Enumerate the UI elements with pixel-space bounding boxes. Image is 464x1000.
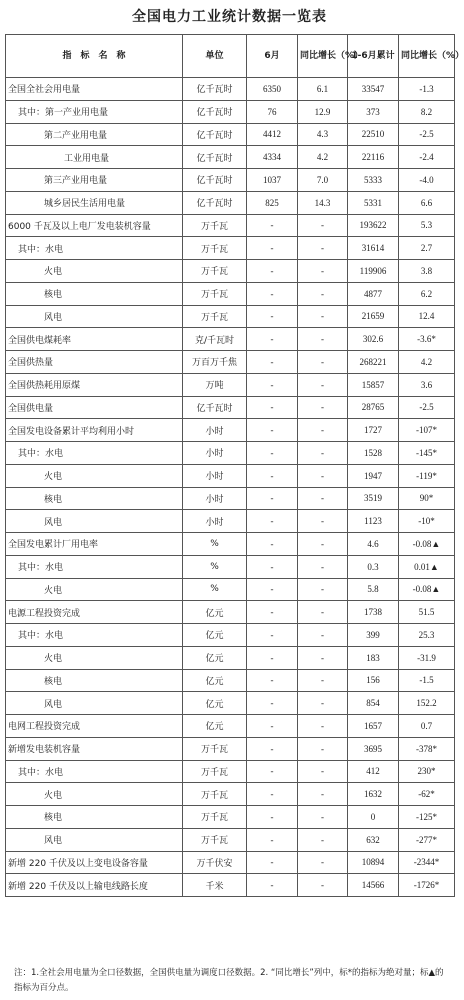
row-june-yoy: - bbox=[298, 533, 348, 556]
row-unit: 小时 bbox=[183, 419, 247, 442]
row-cumulative-value: 193622 bbox=[348, 214, 399, 237]
header-june: 6月 bbox=[247, 35, 298, 78]
row-june-value: - bbox=[247, 464, 298, 487]
row-june-yoy: - bbox=[298, 828, 348, 851]
table-row bbox=[6, 396, 455, 419]
row-unit: 万千瓦 bbox=[183, 260, 247, 283]
row-june-value: - bbox=[247, 282, 298, 305]
row-cumulative-yoy: -1.5 bbox=[399, 669, 455, 692]
row-june-yoy: - bbox=[298, 260, 348, 283]
table-row bbox=[6, 646, 455, 669]
row-cumulative-yoy: -31.9 bbox=[399, 646, 455, 669]
row-june-value: - bbox=[247, 737, 298, 760]
row-cumulative-value: 5.8 bbox=[348, 578, 399, 601]
row-name: 核电 bbox=[6, 669, 183, 692]
row-june-value: - bbox=[247, 533, 298, 556]
row-june-yoy: 6.1 bbox=[298, 78, 348, 101]
row-cumulative-value: 1657 bbox=[348, 715, 399, 738]
row-cumulative-yoy: -2.5 bbox=[399, 123, 455, 146]
row-cumulative-value: 183 bbox=[348, 646, 399, 669]
table-row bbox=[6, 715, 455, 738]
row-unit: 亿元 bbox=[183, 715, 247, 738]
row-cumulative-yoy: 230* bbox=[399, 760, 455, 783]
table-row bbox=[6, 191, 455, 214]
row-june-value: - bbox=[247, 419, 298, 442]
row-unit: 亿元 bbox=[183, 692, 247, 715]
row-cumulative-value: 33547 bbox=[348, 78, 399, 101]
table-row bbox=[6, 123, 455, 146]
row-unit: 亿千瓦时 bbox=[183, 146, 247, 169]
row-june-yoy: - bbox=[298, 624, 348, 647]
row-cumulative-yoy: 2.7 bbox=[399, 237, 455, 260]
table-row bbox=[6, 669, 455, 692]
row-june-yoy: - bbox=[298, 464, 348, 487]
row-cumulative-yoy: -3.6* bbox=[399, 328, 455, 351]
row-june-yoy: - bbox=[298, 760, 348, 783]
table-header-row bbox=[6, 35, 455, 78]
row-cumulative-value: 28765 bbox=[348, 396, 399, 419]
row-name: 电网工程投资完成 bbox=[6, 715, 183, 738]
row-cumulative-yoy: 51.5 bbox=[399, 601, 455, 624]
row-june-value: - bbox=[247, 442, 298, 465]
row-cumulative-value: 302.6 bbox=[348, 328, 399, 351]
table-row bbox=[6, 624, 455, 647]
row-cumulative-yoy: -2.4 bbox=[399, 146, 455, 169]
row-name: 城乡居民生活用电量 bbox=[6, 191, 183, 214]
row-cumulative-value: 3695 bbox=[348, 737, 399, 760]
row-unit: 克/千瓦时 bbox=[183, 328, 247, 351]
row-unit: 亿元 bbox=[183, 669, 247, 692]
row-june-yoy: - bbox=[298, 555, 348, 578]
row-june-value: 76 bbox=[247, 100, 298, 123]
table-row bbox=[6, 442, 455, 465]
row-cumulative-yoy: 5.3 bbox=[399, 214, 455, 237]
row-june-value: - bbox=[247, 328, 298, 351]
row-june-yoy: 4.2 bbox=[298, 146, 348, 169]
row-june-yoy: - bbox=[298, 351, 348, 374]
row-cumulative-value: 632 bbox=[348, 828, 399, 851]
row-june-value: - bbox=[247, 646, 298, 669]
row-june-value: 825 bbox=[247, 191, 298, 214]
row-unit: 千米 bbox=[183, 874, 247, 897]
row-june-yoy: - bbox=[298, 373, 348, 396]
row-name: 其中：水电 bbox=[6, 237, 183, 260]
row-june-value: 1037 bbox=[247, 169, 298, 192]
row-name: 新增发电装机容量 bbox=[6, 737, 183, 760]
row-name: 风电 bbox=[6, 828, 183, 851]
row-cumulative-value: 268221 bbox=[348, 351, 399, 374]
row-cumulative-yoy: -2.5 bbox=[399, 396, 455, 419]
row-june-yoy: - bbox=[298, 646, 348, 669]
row-june-value: 4334 bbox=[247, 146, 298, 169]
row-name: 6000 千瓦及以上电厂发电装机容量 bbox=[6, 214, 183, 237]
row-name: 新增 220 千伏及以上变电设备容量 bbox=[6, 851, 183, 874]
row-unit: 亿千瓦时 bbox=[183, 78, 247, 101]
row-cumulative-yoy: -2344* bbox=[399, 851, 455, 874]
row-name: 工业用电量 bbox=[6, 146, 183, 169]
row-cumulative-yoy: -125* bbox=[399, 806, 455, 829]
row-cumulative-value: 1632 bbox=[348, 783, 399, 806]
row-june-yoy: - bbox=[298, 237, 348, 260]
row-unit: 万千瓦 bbox=[183, 828, 247, 851]
row-june-value: - bbox=[247, 624, 298, 647]
table-row bbox=[6, 464, 455, 487]
row-name: 其中：水电 bbox=[6, 760, 183, 783]
row-cumulative-value: 4.6 bbox=[348, 533, 399, 556]
table-row bbox=[6, 419, 455, 442]
row-name: 全国供热量 bbox=[6, 351, 183, 374]
table-row bbox=[6, 578, 455, 601]
row-name: 全国发电设备累计平均利用小时 bbox=[6, 419, 183, 442]
row-name: 核电 bbox=[6, 487, 183, 510]
row-unit: 万千瓦 bbox=[183, 783, 247, 806]
row-unit: 万千瓦 bbox=[183, 760, 247, 783]
row-cumulative-yoy: 25.3 bbox=[399, 624, 455, 647]
row-unit: 小时 bbox=[183, 442, 247, 465]
row-june-yoy: 7.0 bbox=[298, 169, 348, 192]
row-june-value: - bbox=[247, 851, 298, 874]
row-cumulative-yoy: -119* bbox=[399, 464, 455, 487]
row-name: 新增 220 千伏及以上输电线路长度 bbox=[6, 874, 183, 897]
row-name: 火电 bbox=[6, 578, 183, 601]
footnote: 注：1.全社会用电量为全口径数据，全国供电量为调度口径数据。2. “同比增长”列中，标*的指标为绝对量；标▲的指标为百分点。 bbox=[14, 968, 444, 993]
table-row bbox=[6, 282, 455, 305]
row-june-yoy: 14.3 bbox=[298, 191, 348, 214]
row-cumulative-yoy: -378* bbox=[399, 737, 455, 760]
row-june-value: - bbox=[247, 237, 298, 260]
row-name: 电源工程投资完成 bbox=[6, 601, 183, 624]
row-name: 火电 bbox=[6, 783, 183, 806]
row-cumulative-yoy: 12.4 bbox=[399, 305, 455, 328]
row-cumulative-value: 119906 bbox=[348, 260, 399, 283]
table-row bbox=[6, 806, 455, 829]
row-unit: 亿元 bbox=[183, 601, 247, 624]
row-cumulative-value: 1727 bbox=[348, 419, 399, 442]
row-june-value: - bbox=[247, 510, 298, 533]
row-june-yoy: 4.3 bbox=[298, 123, 348, 146]
row-unit: 万千瓦 bbox=[183, 282, 247, 305]
table-row bbox=[6, 214, 455, 237]
row-unit: 小时 bbox=[183, 510, 247, 533]
row-june-value: - bbox=[247, 783, 298, 806]
row-cumulative-value: 4877 bbox=[348, 282, 399, 305]
table-row bbox=[6, 737, 455, 760]
row-cumulative-yoy: 4.2 bbox=[399, 351, 455, 374]
row-cumulative-value: 22510 bbox=[348, 123, 399, 146]
row-june-yoy: - bbox=[298, 692, 348, 715]
row-cumulative-value: 1528 bbox=[348, 442, 399, 465]
table-row bbox=[6, 169, 455, 192]
table-row bbox=[6, 555, 455, 578]
row-cumulative-value: 0.3 bbox=[348, 555, 399, 578]
table-row bbox=[6, 100, 455, 123]
header-cumulative: 1-6月累计 bbox=[348, 35, 399, 78]
row-june-yoy: - bbox=[298, 601, 348, 624]
row-cumulative-yoy: -145* bbox=[399, 442, 455, 465]
row-unit: % bbox=[183, 578, 247, 601]
table-row bbox=[6, 373, 455, 396]
row-name: 风电 bbox=[6, 692, 183, 715]
row-name: 风电 bbox=[6, 305, 183, 328]
row-name: 全国供热耗用原煤 bbox=[6, 373, 183, 396]
row-cumulative-yoy: -0.08▲ bbox=[399, 578, 455, 601]
table-row bbox=[6, 510, 455, 533]
row-unit: 万千瓦 bbox=[183, 737, 247, 760]
statistics-table bbox=[5, 34, 464, 897]
row-unit: 万吨 bbox=[183, 373, 247, 396]
row-unit: % bbox=[183, 533, 247, 556]
row-cumulative-value: 412 bbox=[348, 760, 399, 783]
row-unit: 万千瓦 bbox=[183, 237, 247, 260]
table-row bbox=[6, 828, 455, 851]
row-june-value: - bbox=[247, 396, 298, 419]
row-cumulative-yoy: -107* bbox=[399, 419, 455, 442]
header-june-yoy: 同比增长（%） bbox=[298, 35, 348, 78]
row-june-yoy: - bbox=[298, 328, 348, 351]
row-june-yoy: - bbox=[298, 851, 348, 874]
row-unit: 万千瓦 bbox=[183, 806, 247, 829]
row-cumulative-yoy: 0.01▲ bbox=[399, 555, 455, 578]
table-row bbox=[6, 783, 455, 806]
row-cumulative-value: 10894 bbox=[348, 851, 399, 874]
row-june-yoy: - bbox=[298, 396, 348, 419]
row-cumulative-yoy: -0.08▲ bbox=[399, 533, 455, 556]
table-row bbox=[6, 601, 455, 624]
row-june-yoy: - bbox=[298, 715, 348, 738]
row-name: 第二产业用电量 bbox=[6, 123, 183, 146]
row-cumulative-yoy: 90* bbox=[399, 487, 455, 510]
row-unit: 万千伏安 bbox=[183, 851, 247, 874]
table-row bbox=[6, 78, 455, 101]
row-june-yoy: - bbox=[298, 442, 348, 465]
row-june-yoy: - bbox=[298, 578, 348, 601]
row-unit: % bbox=[183, 555, 247, 578]
row-cumulative-value: 0 bbox=[348, 806, 399, 829]
row-name: 全国供电煤耗率 bbox=[6, 328, 183, 351]
row-unit: 亿千瓦时 bbox=[183, 191, 247, 214]
row-june-value: - bbox=[247, 715, 298, 738]
row-june-yoy: - bbox=[298, 737, 348, 760]
row-cumulative-yoy: 3.8 bbox=[399, 260, 455, 283]
row-cumulative-yoy: -62* bbox=[399, 783, 455, 806]
row-june-value: - bbox=[247, 806, 298, 829]
row-june-value: - bbox=[247, 214, 298, 237]
row-name: 核电 bbox=[6, 806, 183, 829]
row-june-value: - bbox=[247, 669, 298, 692]
row-cumulative-value: 5333 bbox=[348, 169, 399, 192]
table-row bbox=[6, 351, 455, 374]
row-june-value: 4412 bbox=[247, 123, 298, 146]
row-june-yoy: - bbox=[298, 510, 348, 533]
row-name: 风电 bbox=[6, 510, 183, 533]
row-cumulative-yoy: 3.6 bbox=[399, 373, 455, 396]
row-june-yoy: - bbox=[298, 282, 348, 305]
row-june-yoy: - bbox=[298, 669, 348, 692]
row-june-yoy: - bbox=[298, 305, 348, 328]
row-unit: 亿元 bbox=[183, 646, 247, 669]
row-unit: 亿千瓦时 bbox=[183, 123, 247, 146]
row-cumulative-value: 1947 bbox=[348, 464, 399, 487]
row-june-value: 6350 bbox=[247, 78, 298, 101]
row-cumulative-yoy: -10* bbox=[399, 510, 455, 533]
row-cumulative-yoy: 6.6 bbox=[399, 191, 455, 214]
row-cumulative-value: 22116 bbox=[348, 146, 399, 169]
row-june-value: - bbox=[247, 260, 298, 283]
row-cumulative-yoy: -1.3 bbox=[399, 78, 455, 101]
row-unit: 万千瓦 bbox=[183, 305, 247, 328]
row-cumulative-value: 156 bbox=[348, 669, 399, 692]
row-unit: 小时 bbox=[183, 487, 247, 510]
row-cumulative-value: 14566 bbox=[348, 874, 399, 897]
row-cumulative-yoy: -1726* bbox=[399, 874, 455, 897]
table-row bbox=[6, 533, 455, 556]
page-title: 全国电力工业统计数据一览表 bbox=[132, 9, 327, 25]
row-cumulative-value: 3519 bbox=[348, 487, 399, 510]
row-cumulative-value: 1123 bbox=[348, 510, 399, 533]
row-cumulative-value: 31614 bbox=[348, 237, 399, 260]
row-june-yoy: - bbox=[298, 874, 348, 897]
row-june-yoy: 12.9 bbox=[298, 100, 348, 123]
row-name: 火电 bbox=[6, 260, 183, 283]
row-name: 其中：水电 bbox=[6, 555, 183, 578]
row-june-value: - bbox=[247, 487, 298, 510]
row-cumulative-value: 15857 bbox=[348, 373, 399, 396]
row-name: 全国全社会用电量 bbox=[6, 78, 183, 101]
row-unit: 亿千瓦时 bbox=[183, 169, 247, 192]
table-row bbox=[6, 692, 455, 715]
row-cumulative-yoy: 0.7 bbox=[399, 715, 455, 738]
row-june-yoy: - bbox=[298, 487, 348, 510]
table-row bbox=[6, 328, 455, 351]
row-unit: 亿元 bbox=[183, 624, 247, 647]
row-unit: 亿千瓦时 bbox=[183, 396, 247, 419]
row-june-yoy: - bbox=[298, 419, 348, 442]
row-june-value: - bbox=[247, 373, 298, 396]
row-cumulative-yoy: -277* bbox=[399, 828, 455, 851]
row-name: 火电 bbox=[6, 464, 183, 487]
row-unit: 亿千瓦时 bbox=[183, 100, 247, 123]
table-row bbox=[6, 760, 455, 783]
row-cumulative-yoy: -4.0 bbox=[399, 169, 455, 192]
row-cumulative-yoy: 152.2 bbox=[399, 692, 455, 715]
header-indicator-name: 指 标 名 称 bbox=[6, 35, 183, 78]
row-cumulative-value: 854 bbox=[348, 692, 399, 715]
row-june-yoy: - bbox=[298, 783, 348, 806]
table-row bbox=[6, 874, 455, 897]
row-unit: 万百万千焦 bbox=[183, 351, 247, 374]
row-june-value: - bbox=[247, 692, 298, 715]
row-name: 其中：水电 bbox=[6, 624, 183, 647]
row-june-value: - bbox=[247, 760, 298, 783]
table-row bbox=[6, 487, 455, 510]
row-cumulative-yoy: 6.2 bbox=[399, 282, 455, 305]
table-row bbox=[6, 851, 455, 874]
row-name: 第三产业用电量 bbox=[6, 169, 183, 192]
row-cumulative-value: 1738 bbox=[348, 601, 399, 624]
row-june-value: - bbox=[247, 828, 298, 851]
row-name: 核电 bbox=[6, 282, 183, 305]
row-name: 其中：水电 bbox=[6, 442, 183, 465]
row-june-yoy: - bbox=[298, 214, 348, 237]
row-name: 火电 bbox=[6, 646, 183, 669]
table-row bbox=[6, 305, 455, 328]
row-june-value: - bbox=[247, 305, 298, 328]
row-cumulative-value: 399 bbox=[348, 624, 399, 647]
row-june-value: - bbox=[247, 351, 298, 374]
row-june-value: - bbox=[247, 555, 298, 578]
row-cumulative-value: 373 bbox=[348, 100, 399, 123]
row-unit: 小时 bbox=[183, 464, 247, 487]
table-row bbox=[6, 237, 455, 260]
row-cumulative-value: 21659 bbox=[348, 305, 399, 328]
row-cumulative-yoy: 8.2 bbox=[399, 100, 455, 123]
row-name: 全国发电累计厂用电率 bbox=[6, 533, 183, 556]
table-row bbox=[6, 146, 455, 169]
row-name: 其中：第一产业用电量 bbox=[6, 100, 183, 123]
row-unit: 万千瓦 bbox=[183, 214, 247, 237]
header-unit: 单位 bbox=[183, 35, 247, 78]
row-june-value: - bbox=[247, 578, 298, 601]
row-name: 全国供电量 bbox=[6, 396, 183, 419]
row-june-value: - bbox=[247, 601, 298, 624]
table-row bbox=[6, 260, 455, 283]
row-june-yoy: - bbox=[298, 806, 348, 829]
header-cumulative-yoy: 同比增长（%） bbox=[399, 35, 455, 78]
row-cumulative-value: 5331 bbox=[348, 191, 399, 214]
row-june-value: - bbox=[247, 874, 298, 897]
